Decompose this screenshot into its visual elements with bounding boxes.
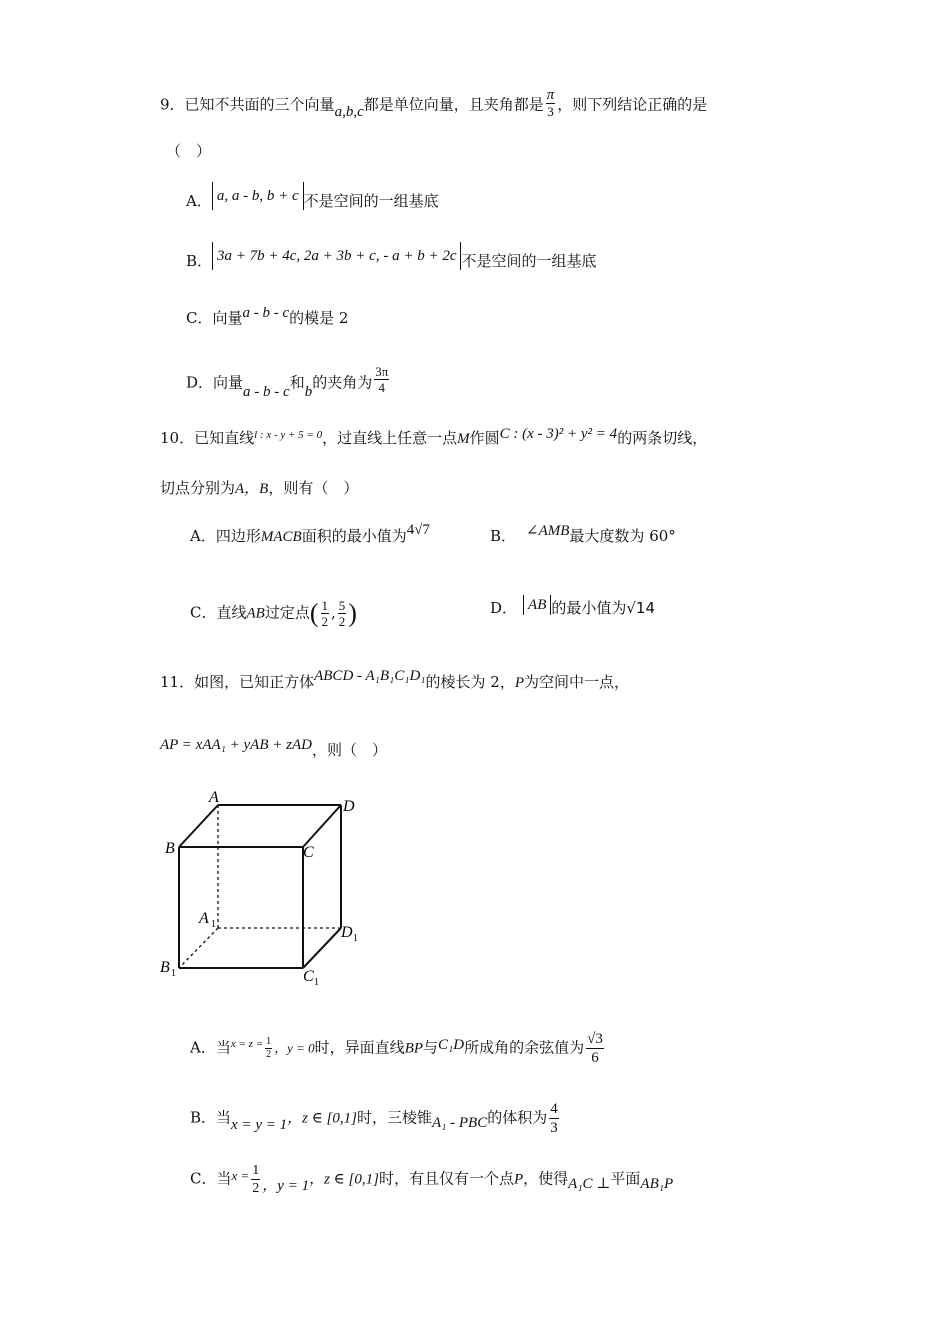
q11-opt-c-a1c: A₁C ⊥ [568, 1175, 611, 1192]
q9-number: 9． [160, 95, 185, 114]
q9-vectors: a,b,c [334, 103, 364, 120]
q11-stem-a: 如图，已知正方体 [194, 673, 315, 691]
q11-option-b [190, 1100, 561, 1137]
q11-cube-name: ABCD - A₁B₁C₁D₁ [314, 668, 426, 684]
q10-opt-c-rparen: ) [348, 598, 357, 628]
q9-opt-d-pre: 向量 [213, 373, 244, 392]
q11-opt-c-plane: AB₁P [640, 1175, 674, 1192]
vertex-label-d1: D [341, 924, 353, 941]
q11-opt-b-pyr: A₁ - PBC [432, 1114, 488, 1131]
q10-number: 10． [160, 429, 195, 447]
q11-opt-a-fraction: $\frac{√3}{6}$ [587, 1031, 603, 1066]
q9-stem-c: ，则下列结论正确的是 [557, 95, 708, 114]
q10-points-ab: A，B [235, 481, 269, 497]
q10-opt-b-label: B． [490, 527, 517, 545]
q9-opt-b-set: 3a + 7b + 4c, 2a + 3b + c, - a + b + 2c [212, 242, 461, 270]
q9-option-a [186, 188, 439, 216]
q9-angle-fraction: $\frac{\pi}{3}$ [546, 87, 555, 119]
vertex-label-b1: B [160, 959, 170, 976]
q11-vector-eq: AP = xAA₁ + yAB + zAD [160, 737, 312, 753]
q10-stem-c: 作圆 [469, 429, 500, 447]
q10-opt-c-text2: 过定点 [264, 603, 310, 622]
q9-opt-b-text: 不是空间的一组基底 [461, 252, 597, 270]
q11-opt-c-text2: ，使得 [523, 1169, 569, 1188]
q11-stem-2 [160, 737, 387, 761]
vertex-label-c: C [303, 844, 314, 861]
q9-stem-a: 已知不共面的三个向量 [184, 95, 335, 114]
q10-stem-e: 切点分别为 [160, 479, 236, 497]
q9-opt-d-b: b [304, 383, 313, 400]
q10-stem-b: ，过直线上任意一点 [322, 429, 458, 447]
q9-opt-d-and: 和 [289, 373, 305, 392]
vertex-label-c1-sub: 1 [314, 977, 319, 988]
q10-opt-c-frac2: $\frac{5}{2}$ [338, 598, 346, 629]
q10-stem [160, 428, 707, 450]
q11-opt-b-pre: 当 [216, 1108, 232, 1127]
q10-point-m: M [457, 431, 470, 447]
q9-opt-a-text: 不是空间的一组基底 [303, 192, 439, 210]
q11-opt-b-text2: 的体积为 [487, 1108, 548, 1127]
q11-opt-c-p: P [513, 1171, 524, 1188]
q9-opt-a-label: A． [186, 192, 212, 210]
q9-opt-d-label: D． [186, 373, 214, 392]
q10-opt-c-text: 直线 [216, 603, 247, 622]
q10-opt-c-frac1: $\frac{1}{2}$ [321, 598, 329, 629]
q9-stem-b: 都是单位向量，且夹角都是 [363, 95, 544, 114]
q10-option-a [190, 522, 430, 547]
q10-opt-a-val: 4√7 [406, 522, 430, 538]
q10-line-eq: l : x - y + 5 = 0 [254, 429, 323, 441]
q11-opt-b-cond2: ，z ∈ [0,1] [287, 1110, 357, 1127]
q11-opt-c-text3: 平面 [610, 1169, 641, 1188]
q9-stem [160, 87, 708, 121]
cube-edge-dc [303, 805, 341, 847]
q9-option-d [186, 364, 391, 400]
cube-edge-ab [179, 805, 218, 847]
q10-opt-a-label: A． [190, 527, 216, 545]
q11-opt-b-fraction: $\frac{4}{3}$ [550, 1101, 558, 1136]
q10-opt-c-label: C． [190, 603, 217, 622]
q11-opt-c-half: $\frac{1}{2}$ [252, 1163, 260, 1196]
q11-opt-a-label: A． [190, 1038, 216, 1057]
q10-opt-d-ab: AB [523, 595, 551, 615]
q10-opt-a-text: 四边形 [215, 527, 261, 545]
cube-edge-c1d1 [303, 928, 341, 968]
q10-option-d [490, 598, 655, 619]
q11-opt-a-c1d: C₁D [438, 1036, 465, 1053]
vertex-label-d1-sub: 1 [353, 933, 358, 944]
q10-stem-2 [160, 478, 358, 499]
q11-opt-a-bp: BP [404, 1040, 424, 1057]
q9-opt-c-pre: 向量 [212, 309, 243, 327]
vertex-label-c1: C [303, 968, 314, 985]
q10-circle-eq: C : (x - 3)² + y² = 4 [499, 426, 618, 442]
q9-opt-b-label: B． [186, 252, 213, 270]
q11-opt-c-cond1: x = [231, 1167, 250, 1183]
q11-opt-a-half: $\frac{1}{2}$ [266, 1036, 272, 1060]
q11-opt-a-pre: 当 [215, 1038, 231, 1057]
q9-opt-a-set: a, a - b, b + c [212, 182, 304, 210]
cube-figure [155, 785, 375, 990]
q9-paren: （ ） [166, 142, 212, 160]
q11-opt-a-cond2: ，y = 0 [274, 1040, 315, 1056]
q10-stem-a: 已知直线 [194, 429, 255, 447]
q11-option-a [190, 1030, 606, 1067]
q10-opt-a-quad: MACB [260, 529, 302, 545]
vertex-label-a1: A [199, 910, 209, 927]
q10-opt-d-val: √14 [626, 599, 656, 617]
q10-opt-c-lparen: ( [309, 598, 319, 628]
vertex-label-a: A [209, 789, 219, 806]
q11-stem-d: ，则（ ） [311, 741, 387, 759]
q10-opt-d-text: 的最小值为 [551, 599, 627, 617]
q11-opt-c-text: 时，有且仅有一个点 [378, 1169, 514, 1188]
q11-stem [160, 668, 630, 693]
vertex-label-a1-sub: 1 [211, 919, 216, 930]
q9-opt-d-text: 的夹角为 [312, 373, 373, 392]
q10-opt-a-text2: 面积的最小值为 [301, 527, 407, 545]
q11-opt-a-text: 时，异面直线 [314, 1038, 405, 1057]
q10-opt-b-text: 最大度数为 60° [569, 527, 676, 545]
q11-number: 11． [160, 673, 195, 691]
q10-stem-d: 的两条切线， [617, 429, 708, 447]
vertex-label-d: D [343, 798, 355, 815]
q11-opt-a-cond1: x = z = [230, 1037, 264, 1050]
q9-opt-c-label: C． [186, 309, 213, 327]
q11-opt-b-text: 时，三棱锥 [356, 1108, 432, 1127]
q10-stem-f: ，则有（ ） [268, 479, 359, 497]
q11-opt-a-text2: 所成角的余弦值为 [464, 1038, 585, 1057]
q11-stem-c: 为空间中一点， [524, 673, 630, 691]
q11-opt-b-cond: x = y = 1 [231, 1116, 288, 1133]
q9-opt-c-text: 的模是 2 [289, 309, 349, 327]
q11-opt-a-and: 与 [423, 1038, 439, 1057]
q9-opt-d-fraction: $\frac{3\pi}{4}$ [375, 364, 389, 395]
q9-option-c [186, 305, 349, 329]
q10-opt-c-ab: AB [246, 605, 265, 622]
q9-opt-c-expr: a - b - c [242, 305, 290, 321]
vertex-label-b1-sub: 1 [171, 968, 176, 979]
q9-option-b [186, 248, 597, 276]
q11-opt-c-cond2: ，y = 1 [262, 1177, 310, 1194]
cube-edge-a1b1 [179, 928, 218, 968]
vertex-label-b: B [165, 840, 175, 857]
q10-opt-b-angle: ∠AMB [526, 523, 570, 539]
q9-opt-d-expr: a - b - c [243, 383, 290, 400]
q11-stem-b: 的棱长为 2， [425, 673, 515, 691]
q11-opt-b-label: B． [190, 1108, 217, 1127]
q11-opt-c-pre: 当 [216, 1169, 232, 1188]
q11-opt-c-cond3: ，z ∈ [0,1] [309, 1171, 379, 1188]
q11-point-p: P [514, 675, 525, 691]
q11-option-c [190, 1162, 673, 1197]
q10-opt-d-label: D． [490, 599, 518, 617]
q10-option-c: C．直线AB过定点( $\frac{1}{2}$ , $\frac{5}{2}$ ) [190, 598, 357, 629]
q11-opt-c-label: C． [190, 1169, 217, 1188]
q10-option-b [490, 523, 676, 547]
